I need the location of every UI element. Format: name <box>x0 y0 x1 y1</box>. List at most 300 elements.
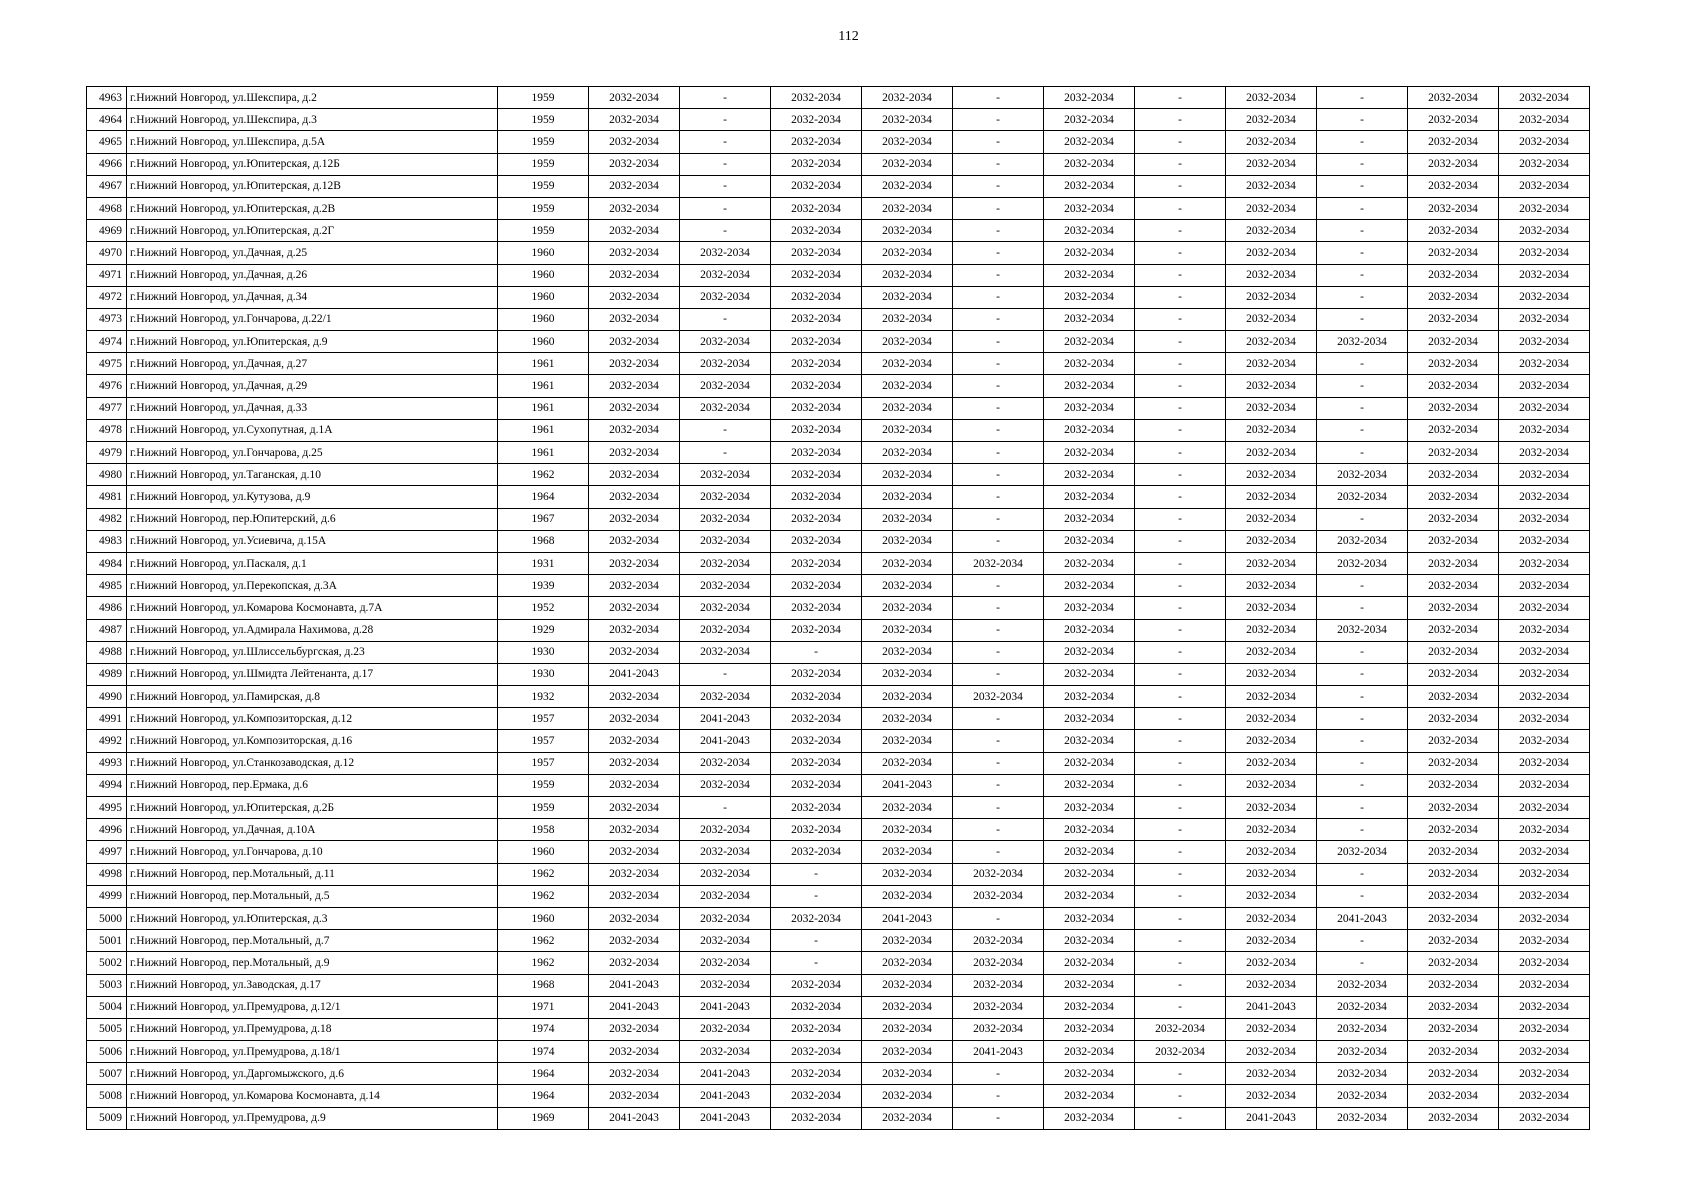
work-period-9-cell: 2032-2034 <box>1317 331 1408 353</box>
work-period-6-cell: 2032-2034 <box>1044 1107 1135 1129</box>
work-period-7-cell: - <box>1135 242 1226 264</box>
table-row <box>87 508 1590 530</box>
work-period-11-cell: 2032-2034 <box>1499 774 1590 796</box>
work-period-11-cell: 2032-2034 <box>1499 619 1590 641</box>
table-row <box>87 308 1590 330</box>
work-period-3-cell: 2032-2034 <box>771 619 862 641</box>
work-period-1-cell: 2032-2034 <box>589 375 680 397</box>
work-period-2-cell: - <box>680 175 771 197</box>
work-period-8-cell: 2032-2034 <box>1226 508 1317 530</box>
table-row <box>87 819 1590 841</box>
build-year-cell: 1931 <box>498 552 589 574</box>
work-period-10-cell: 2032-2034 <box>1408 397 1499 419</box>
address-cell: г.Нижний Новгород, ул.Юпитерская, д.9 <box>127 331 498 353</box>
work-period-1-cell: 2032-2034 <box>589 197 680 219</box>
work-period-6-cell: 2032-2034 <box>1044 952 1135 974</box>
work-period-3-cell: 2032-2034 <box>771 375 862 397</box>
work-period-4-cell: 2032-2034 <box>862 1107 953 1129</box>
work-period-4-cell: 2032-2034 <box>862 464 953 486</box>
work-period-10-cell: 2032-2034 <box>1408 974 1499 996</box>
table-row <box>87 663 1590 685</box>
work-period-7-cell: - <box>1135 464 1226 486</box>
work-period-3-cell: 2032-2034 <box>771 508 862 530</box>
work-period-8-cell: 2032-2034 <box>1226 907 1317 929</box>
row-number-cell: 5002 <box>87 952 127 974</box>
work-period-8-cell: 2032-2034 <box>1226 686 1317 708</box>
work-period-11-cell: 2032-2034 <box>1499 686 1590 708</box>
work-period-6-cell: 2032-2034 <box>1044 397 1135 419</box>
work-period-5-cell: 2032-2034 <box>953 952 1044 974</box>
work-period-8-cell: 2032-2034 <box>1226 641 1317 663</box>
work-period-2-cell: 2032-2034 <box>680 486 771 508</box>
work-period-9-cell: 2032-2034 <box>1317 1018 1408 1040</box>
work-period-9-cell: - <box>1317 774 1408 796</box>
work-period-1-cell: 2041-2043 <box>589 996 680 1018</box>
address-cell: г.Нижний Новгород, пер.Мотальный, д.11 <box>127 863 498 885</box>
work-period-9-cell: 2041-2043 <box>1317 907 1408 929</box>
table-row <box>87 242 1590 264</box>
work-period-11-cell: 2032-2034 <box>1499 353 1590 375</box>
work-period-4-cell: 2032-2034 <box>862 930 953 952</box>
work-period-4-cell: 2032-2034 <box>862 153 953 175</box>
work-period-2-cell: 2032-2034 <box>680 242 771 264</box>
address-cell: г.Нижний Новгород, пер.Юпитерский, д.6 <box>127 508 498 530</box>
work-period-4-cell: 2032-2034 <box>862 597 953 619</box>
work-period-5-cell: - <box>953 797 1044 819</box>
table-row <box>87 575 1590 597</box>
build-year-cell: 1974 <box>498 1018 589 1040</box>
work-period-9-cell: - <box>1317 242 1408 264</box>
row-number-cell: 5007 <box>87 1063 127 1085</box>
work-period-10-cell: 2032-2034 <box>1408 885 1499 907</box>
work-period-3-cell: 2032-2034 <box>771 686 862 708</box>
work-period-2-cell: - <box>680 419 771 441</box>
table-row <box>87 464 1590 486</box>
work-period-5-cell: 2032-2034 <box>953 930 1044 952</box>
work-period-3-cell: 2032-2034 <box>771 1018 862 1040</box>
address-cell: г.Нижний Новгород, ул.Дачная, д.29 <box>127 375 498 397</box>
work-period-6-cell: 2032-2034 <box>1044 1041 1135 1063</box>
work-period-5-cell: - <box>953 774 1044 796</box>
work-period-11-cell: 2032-2034 <box>1499 575 1590 597</box>
work-period-10-cell: 2032-2034 <box>1408 752 1499 774</box>
work-period-5-cell: - <box>953 442 1044 464</box>
work-period-11-cell: 2032-2034 <box>1499 87 1590 109</box>
work-period-5-cell: - <box>953 397 1044 419</box>
work-period-7-cell: - <box>1135 442 1226 464</box>
work-period-8-cell: 2032-2034 <box>1226 464 1317 486</box>
work-period-4-cell: 2032-2034 <box>862 175 953 197</box>
work-period-5-cell: - <box>953 1085 1044 1107</box>
build-year-cell: 1961 <box>498 375 589 397</box>
work-period-11-cell: 2032-2034 <box>1499 131 1590 153</box>
work-period-9-cell: 2032-2034 <box>1317 464 1408 486</box>
work-period-8-cell: 2032-2034 <box>1226 530 1317 552</box>
work-period-2-cell: 2032-2034 <box>680 619 771 641</box>
work-period-3-cell: 2032-2034 <box>771 442 862 464</box>
work-period-11-cell: 2032-2034 <box>1499 1063 1590 1085</box>
address-cell: г.Нижний Новгород, ул.Дачная, д.26 <box>127 264 498 286</box>
row-number-cell: 5008 <box>87 1085 127 1107</box>
work-period-5-cell: - <box>953 331 1044 353</box>
work-period-4-cell: 2032-2034 <box>862 575 953 597</box>
work-period-9-cell: - <box>1317 819 1408 841</box>
work-period-7-cell: - <box>1135 575 1226 597</box>
work-period-10-cell: 2032-2034 <box>1408 863 1499 885</box>
work-period-3-cell: 2032-2034 <box>771 308 862 330</box>
work-period-6-cell: 2032-2034 <box>1044 508 1135 530</box>
work-period-5-cell: - <box>953 819 1044 841</box>
work-period-10-cell: 2032-2034 <box>1408 1018 1499 1040</box>
work-period-3-cell: 2032-2034 <box>771 109 862 131</box>
table-row <box>87 863 1590 885</box>
work-period-4-cell: 2032-2034 <box>862 331 953 353</box>
work-period-7-cell: - <box>1135 286 1226 308</box>
work-period-8-cell: 2032-2034 <box>1226 442 1317 464</box>
work-period-11-cell: 2032-2034 <box>1499 597 1590 619</box>
address-cell: г.Нижний Новгород, ул.Шекспира, д.5А <box>127 131 498 153</box>
row-number-cell: 5004 <box>87 996 127 1018</box>
work-period-9-cell: 2032-2034 <box>1317 530 1408 552</box>
row-number-cell: 4991 <box>87 708 127 730</box>
work-period-9-cell: - <box>1317 131 1408 153</box>
work-period-10-cell: 2032-2034 <box>1408 486 1499 508</box>
row-number-cell: 4981 <box>87 486 127 508</box>
table-row <box>87 907 1590 929</box>
build-year-cell: 1962 <box>498 885 589 907</box>
row-number-cell: 4972 <box>87 286 127 308</box>
work-period-9-cell: - <box>1317 730 1408 752</box>
address-cell: г.Нижний Новгород, пер.Мотальный, д.5 <box>127 885 498 907</box>
work-period-5-cell: - <box>953 841 1044 863</box>
work-period-5-cell: - <box>953 641 1044 663</box>
table-row <box>87 597 1590 619</box>
work-period-8-cell: 2032-2034 <box>1226 331 1317 353</box>
work-period-11-cell: 2032-2034 <box>1499 442 1590 464</box>
work-period-8-cell: 2032-2034 <box>1226 619 1317 641</box>
work-period-10-cell: 2032-2034 <box>1408 708 1499 730</box>
work-period-6-cell: 2032-2034 <box>1044 974 1135 996</box>
work-period-1-cell: 2032-2034 <box>589 952 680 974</box>
table-row <box>87 774 1590 796</box>
work-period-2-cell: 2032-2034 <box>680 752 771 774</box>
work-period-11-cell: 2032-2034 <box>1499 286 1590 308</box>
work-period-4-cell: 2032-2034 <box>862 686 953 708</box>
work-period-1-cell: 2032-2034 <box>589 353 680 375</box>
address-cell: г.Нижний Новгород, ул.Юпитерская, д.3 <box>127 907 498 929</box>
work-period-3-cell: 2032-2034 <box>771 419 862 441</box>
work-period-11-cell: 2032-2034 <box>1499 220 1590 242</box>
work-period-2-cell: - <box>680 197 771 219</box>
work-period-5-cell: - <box>953 153 1044 175</box>
work-period-4-cell: 2032-2034 <box>862 353 953 375</box>
work-period-7-cell: - <box>1135 952 1226 974</box>
build-year-cell: 1962 <box>498 464 589 486</box>
work-period-8-cell: 2032-2034 <box>1226 220 1317 242</box>
table-row <box>87 686 1590 708</box>
work-period-2-cell: - <box>680 308 771 330</box>
work-period-7-cell: - <box>1135 597 1226 619</box>
work-period-9-cell: - <box>1317 109 1408 131</box>
work-period-7-cell: - <box>1135 1063 1226 1085</box>
row-number-cell: 4985 <box>87 575 127 597</box>
table-row <box>87 353 1590 375</box>
work-period-6-cell: 2032-2034 <box>1044 686 1135 708</box>
work-period-2-cell: 2032-2034 <box>680 885 771 907</box>
work-period-11-cell: 2032-2034 <box>1499 331 1590 353</box>
row-number-cell: 4998 <box>87 863 127 885</box>
work-period-6-cell: 2032-2034 <box>1044 708 1135 730</box>
work-period-7-cell: - <box>1135 819 1226 841</box>
work-period-1-cell: 2032-2034 <box>589 286 680 308</box>
work-period-1-cell: 2032-2034 <box>589 530 680 552</box>
work-period-11-cell: 2032-2034 <box>1499 1018 1590 1040</box>
work-period-10-cell: 2032-2034 <box>1408 819 1499 841</box>
build-year-cell: 1961 <box>498 442 589 464</box>
work-period-9-cell: - <box>1317 686 1408 708</box>
work-period-11-cell: 2032-2034 <box>1499 907 1590 929</box>
work-period-5-cell: - <box>953 419 1044 441</box>
work-period-10-cell: 2032-2034 <box>1408 530 1499 552</box>
address-cell: г.Нижний Новгород, ул.Дачная, д.25 <box>127 242 498 264</box>
work-period-7-cell: - <box>1135 885 1226 907</box>
build-year-cell: 1932 <box>498 686 589 708</box>
work-period-11-cell: 2032-2034 <box>1499 663 1590 685</box>
work-period-10-cell: 2032-2034 <box>1408 375 1499 397</box>
address-cell: г.Нижний Новгород, ул.Юпитерская, д.2В <box>127 197 498 219</box>
work-period-11-cell: 2032-2034 <box>1499 264 1590 286</box>
work-period-9-cell: 2032-2034 <box>1317 1085 1408 1107</box>
work-period-3-cell: 2032-2034 <box>771 486 862 508</box>
work-period-2-cell: 2032-2034 <box>680 686 771 708</box>
row-number-cell: 4980 <box>87 464 127 486</box>
address-cell: г.Нижний Новгород, ул.Премудрова, д.12/1 <box>127 996 498 1018</box>
work-period-3-cell: 2032-2034 <box>771 264 862 286</box>
work-period-3-cell: 2032-2034 <box>771 907 862 929</box>
work-period-10-cell: 2032-2034 <box>1408 353 1499 375</box>
work-period-1-cell: 2032-2034 <box>589 819 680 841</box>
work-period-1-cell: 2032-2034 <box>589 331 680 353</box>
work-period-7-cell: - <box>1135 552 1226 574</box>
table-row <box>87 752 1590 774</box>
work-period-1-cell: 2032-2034 <box>589 1041 680 1063</box>
work-period-8-cell: 2032-2034 <box>1226 708 1317 730</box>
work-period-9-cell: - <box>1317 442 1408 464</box>
work-period-3-cell: 2032-2034 <box>771 397 862 419</box>
work-period-6-cell: 2032-2034 <box>1044 486 1135 508</box>
row-number-cell: 4975 <box>87 353 127 375</box>
work-period-3-cell: - <box>771 641 862 663</box>
work-period-8-cell: 2032-2034 <box>1226 597 1317 619</box>
work-period-1-cell: 2041-2043 <box>589 1107 680 1129</box>
work-period-7-cell: - <box>1135 486 1226 508</box>
work-period-8-cell: 2032-2034 <box>1226 952 1317 974</box>
row-number-cell: 5000 <box>87 907 127 929</box>
work-period-2-cell: - <box>680 663 771 685</box>
work-period-5-cell: - <box>953 308 1044 330</box>
work-period-7-cell: - <box>1135 175 1226 197</box>
work-period-1-cell: 2032-2034 <box>589 242 680 264</box>
address-cell: г.Нижний Новгород, пер.Ермака, д.6 <box>127 774 498 796</box>
work-period-10-cell: 2032-2034 <box>1408 1041 1499 1063</box>
address-cell: г.Нижний Новгород, ул.Памирская, д.8 <box>127 686 498 708</box>
work-period-9-cell: - <box>1317 863 1408 885</box>
work-period-6-cell: 2032-2034 <box>1044 619 1135 641</box>
build-year-cell: 1964 <box>498 486 589 508</box>
work-period-3-cell: 2032-2034 <box>771 197 862 219</box>
row-number-cell: 5009 <box>87 1107 127 1129</box>
build-year-cell: 1959 <box>498 175 589 197</box>
address-cell: г.Нижний Новгород, ул.Композиторская, д.16 <box>127 730 498 752</box>
build-year-cell: 1968 <box>498 974 589 996</box>
work-period-3-cell: 2032-2034 <box>771 996 862 1018</box>
work-period-1-cell: 2032-2034 <box>589 1018 680 1040</box>
build-year-cell: 1960 <box>498 308 589 330</box>
work-period-8-cell: 2032-2034 <box>1226 286 1317 308</box>
table-row <box>87 375 1590 397</box>
row-number-cell: 4965 <box>87 131 127 153</box>
work-period-11-cell: 2032-2034 <box>1499 397 1590 419</box>
work-period-2-cell: 2041-2043 <box>680 1085 771 1107</box>
work-period-3-cell: 2032-2034 <box>771 175 862 197</box>
table-row <box>87 131 1590 153</box>
work-period-10-cell: 2032-2034 <box>1408 175 1499 197</box>
work-period-4-cell: 2032-2034 <box>862 863 953 885</box>
work-period-11-cell: 2032-2034 <box>1499 885 1590 907</box>
work-period-2-cell: - <box>680 109 771 131</box>
work-period-5-cell: 2041-2043 <box>953 1041 1044 1063</box>
work-period-4-cell: 2032-2034 <box>862 552 953 574</box>
work-period-6-cell: 2032-2034 <box>1044 1085 1135 1107</box>
work-period-2-cell: 2032-2034 <box>680 530 771 552</box>
work-period-2-cell: 2032-2034 <box>680 375 771 397</box>
work-period-1-cell: 2032-2034 <box>589 730 680 752</box>
work-period-7-cell: - <box>1135 87 1226 109</box>
row-number-cell: 4976 <box>87 375 127 397</box>
work-period-4-cell: 2032-2034 <box>862 131 953 153</box>
work-period-11-cell: 2032-2034 <box>1499 974 1590 996</box>
row-number-cell: 5005 <box>87 1018 127 1040</box>
work-period-9-cell: - <box>1317 952 1408 974</box>
work-period-8-cell: 2032-2034 <box>1226 752 1317 774</box>
build-year-cell: 1964 <box>498 1063 589 1085</box>
work-period-8-cell: 2032-2034 <box>1226 1063 1317 1085</box>
work-period-5-cell: - <box>953 508 1044 530</box>
row-number-cell: 5006 <box>87 1041 127 1063</box>
work-period-10-cell: 2032-2034 <box>1408 308 1499 330</box>
work-period-6-cell: 2032-2034 <box>1044 442 1135 464</box>
work-period-2-cell: 2032-2034 <box>680 863 771 885</box>
work-period-5-cell: - <box>953 109 1044 131</box>
work-period-5-cell: 2032-2034 <box>953 552 1044 574</box>
work-period-1-cell: 2032-2034 <box>589 308 680 330</box>
work-period-3-cell: 2032-2034 <box>771 974 862 996</box>
row-number-cell: 5001 <box>87 930 127 952</box>
table-row <box>87 442 1590 464</box>
table-row <box>87 175 1590 197</box>
work-period-5-cell: 2032-2034 <box>953 996 1044 1018</box>
work-period-6-cell: 2032-2034 <box>1044 1063 1135 1085</box>
work-period-1-cell: 2032-2034 <box>589 419 680 441</box>
work-period-7-cell: - <box>1135 508 1226 530</box>
work-period-4-cell: 2032-2034 <box>862 375 953 397</box>
work-period-1-cell: 2032-2034 <box>589 863 680 885</box>
table-row <box>87 1085 1590 1107</box>
address-cell: г.Нижний Новгород, ул.Дачная, д.34 <box>127 286 498 308</box>
work-period-3-cell: 2032-2034 <box>771 353 862 375</box>
work-period-7-cell: - <box>1135 863 1226 885</box>
build-year-cell: 1930 <box>498 663 589 685</box>
work-period-6-cell: 2032-2034 <box>1044 797 1135 819</box>
work-period-10-cell: 2032-2034 <box>1408 575 1499 597</box>
work-period-1-cell: 2032-2034 <box>589 686 680 708</box>
work-period-3-cell: 2032-2034 <box>771 708 862 730</box>
work-period-3-cell: 2032-2034 <box>771 242 862 264</box>
work-period-6-cell: 2032-2034 <box>1044 530 1135 552</box>
work-period-3-cell: 2032-2034 <box>771 220 862 242</box>
work-period-8-cell: 2032-2034 <box>1226 974 1317 996</box>
work-period-5-cell: - <box>953 1107 1044 1129</box>
work-period-7-cell: - <box>1135 353 1226 375</box>
work-period-2-cell: 2041-2043 <box>680 1063 771 1085</box>
build-year-cell: 1960 <box>498 242 589 264</box>
work-period-4-cell: 2032-2034 <box>862 530 953 552</box>
work-period-1-cell: 2032-2034 <box>589 131 680 153</box>
work-period-7-cell: 2032-2034 <box>1135 1041 1226 1063</box>
work-period-9-cell: - <box>1317 797 1408 819</box>
work-period-9-cell: 2032-2034 <box>1317 974 1408 996</box>
build-year-cell: 1929 <box>498 619 589 641</box>
build-year-cell: 1930 <box>498 641 589 663</box>
work-period-8-cell: 2032-2034 <box>1226 1041 1317 1063</box>
table-row <box>87 397 1590 419</box>
table-row <box>87 331 1590 353</box>
work-period-6-cell: 2032-2034 <box>1044 752 1135 774</box>
work-period-10-cell: 2032-2034 <box>1408 331 1499 353</box>
table-row <box>87 974 1590 996</box>
work-period-7-cell: - <box>1135 974 1226 996</box>
work-period-9-cell: 2032-2034 <box>1317 486 1408 508</box>
row-number-cell: 4964 <box>87 109 127 131</box>
work-period-9-cell: - <box>1317 708 1408 730</box>
row-number-cell: 4995 <box>87 797 127 819</box>
work-period-10-cell: 2032-2034 <box>1408 686 1499 708</box>
work-period-3-cell: - <box>771 885 862 907</box>
work-period-5-cell: - <box>953 575 1044 597</box>
work-period-1-cell: 2032-2034 <box>589 464 680 486</box>
work-period-2-cell: - <box>680 442 771 464</box>
work-period-11-cell: 2032-2034 <box>1499 375 1590 397</box>
work-period-8-cell: 2032-2034 <box>1226 797 1317 819</box>
work-period-9-cell: - <box>1317 308 1408 330</box>
row-number-cell: 4978 <box>87 419 127 441</box>
work-period-8-cell: 2032-2034 <box>1226 841 1317 863</box>
work-period-6-cell: 2032-2034 <box>1044 419 1135 441</box>
work-period-1-cell: 2032-2034 <box>589 508 680 530</box>
work-period-7-cell: - <box>1135 530 1226 552</box>
work-period-8-cell: 2032-2034 <box>1226 730 1317 752</box>
work-period-2-cell: 2032-2034 <box>680 641 771 663</box>
work-period-11-cell: 2032-2034 <box>1499 797 1590 819</box>
work-period-1-cell: 2041-2043 <box>589 974 680 996</box>
work-period-5-cell: - <box>953 730 1044 752</box>
work-period-6-cell: 2032-2034 <box>1044 930 1135 952</box>
work-period-8-cell: 2032-2034 <box>1226 353 1317 375</box>
work-period-9-cell: 2032-2034 <box>1317 841 1408 863</box>
work-period-6-cell: 2032-2034 <box>1044 774 1135 796</box>
work-period-9-cell: - <box>1317 375 1408 397</box>
work-period-9-cell: - <box>1317 419 1408 441</box>
